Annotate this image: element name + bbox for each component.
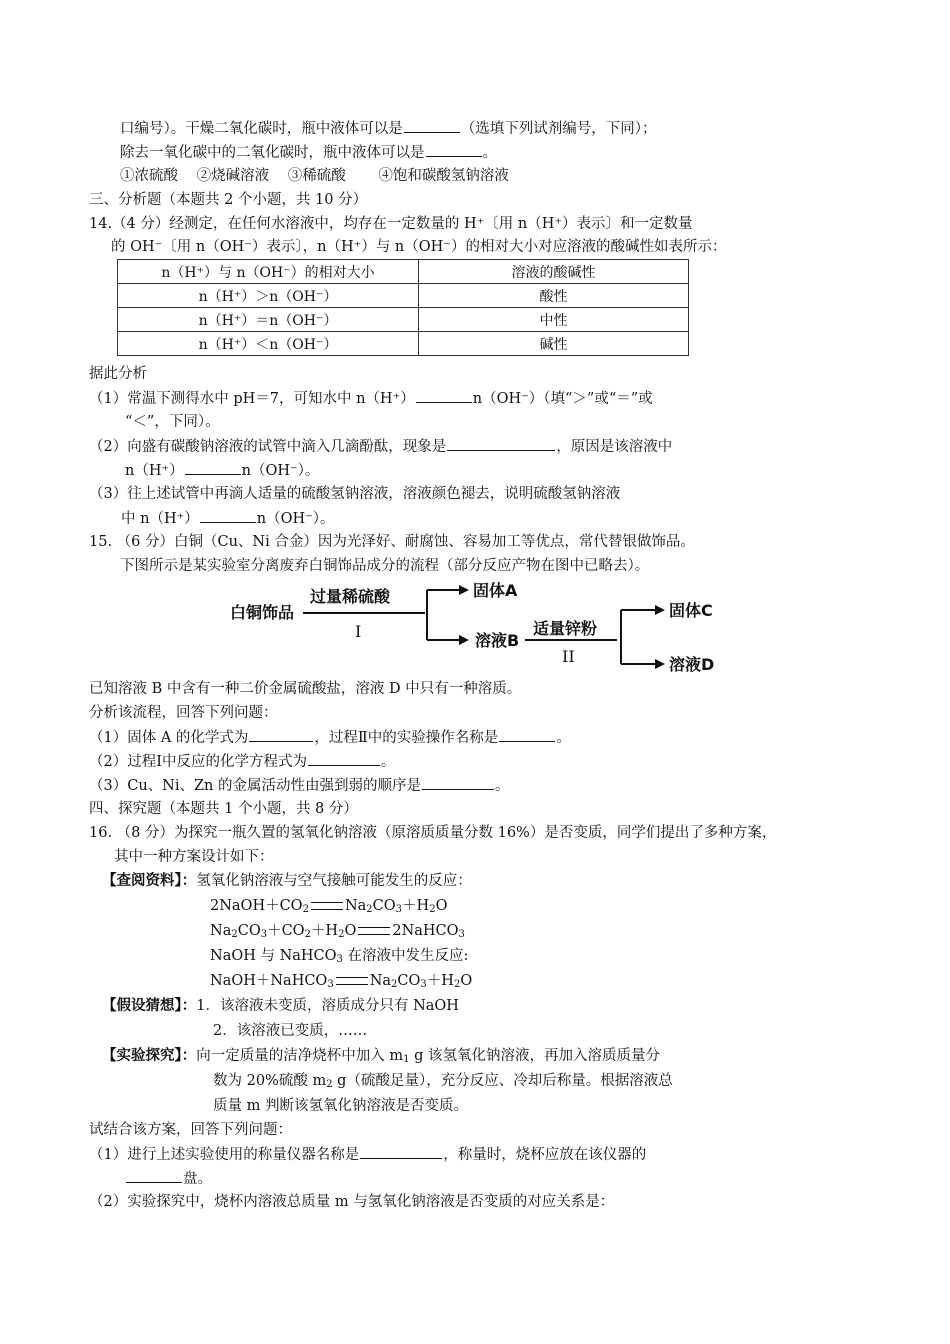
eq-sub: 3 [327,979,334,990]
acid-base-table [117,259,689,356]
text: （3）Cu、Ni、Zn 的金属活动性由强到弱的顺序是 [89,778,422,794]
equals-sign [336,977,368,985]
flow-step2-reagent: 适量锌粉 [533,619,598,638]
q14-stem-line2: 的 OH⁻〔用 n（OH⁻）表示〕，n（H⁺）与 n（OH⁻）的相对大小对应溶液的酸碱性如表所示： [111,239,727,255]
eq-sub: 3 [458,929,465,940]
text: 在溶液中发生反应: [342,948,469,964]
text: g（硫酸足量），充分反应、冷却后称量。根据溶液总 [332,1073,673,1089]
equation-3 [210,971,472,991]
eq-term: 2NaOH＋CO [210,898,303,914]
q14-part2-cont [125,460,319,481]
prev-question-line1 [120,118,657,139]
q15-stem-line1: 15. （6 分）白铜（Cu、Ni 合金）因为光泽好、耐腐蚀、容易加工等优点，常代替银做饰品。 [89,534,695,550]
equals-sign [358,927,390,935]
table-row [118,332,689,356]
text: n（OH⁻）。 [241,463,320,479]
text: n（OH⁻）（填“＞”或“＝”或 [472,391,653,407]
q16-experiment-3: 质量 m 判断该氢氧化钠溶液是否变质。 [213,1098,468,1114]
q14-part1-cont: “＜”，下同）。 [125,414,220,430]
table-header: n（H⁺）与 n（OH⁻）的相对大小 [118,260,419,284]
table-cell: n（H⁺）＝n（OH⁻） [118,308,419,332]
answer-blank[interactable] [185,460,241,475]
table-cell: n（H⁺）＜n（OH⁻） [118,332,419,356]
q16-stem-line2: 其中一种方案设计如下： [114,849,274,865]
eq-sub: 2 [304,929,311,940]
flow-step1-reagent: 过量稀硫酸 [310,587,391,606]
table-cell: n（H⁺）＞n（OH⁻） [118,284,419,308]
text: ，称量时，烧杯应放在该仪器的 [443,1147,647,1163]
q16-part2: （2）实验探究中，烧杯内溶液总质量 m 与氢氧化钠溶液是否变质的对应关系是： [89,1194,615,1210]
eq-sub: 2 [302,904,309,915]
section-heading-3: 三、分析题（本题共 2 个小题，共 10 分） [89,192,368,208]
eq-term: 2NaHCO [392,923,459,939]
answer-blank[interactable] [404,118,460,133]
text: 向一定质量的洁净烧杯中加入 m [196,1048,404,1064]
text: g 该氢氧化钠溶液，再加入溶质质量分 [409,1048,660,1064]
table-header: 溶液的酸碱性 [419,260,689,284]
q16-part1-cont [125,1168,212,1189]
eq-sub: 3 [395,904,403,915]
q14-intro: 据此分析 [89,366,147,382]
q15-stem-line2: 下图所示是某实验室分离废弃白铜饰品成分的流程（部分反应产物在图中已略去）。 [120,558,650,574]
eq-sub: 2 [326,1079,333,1090]
section-heading-4: 四、探究题（本题共 1 个小题，共 8 分） [89,801,358,817]
flow-step1-number: I [355,622,362,641]
table-row [118,284,689,308]
prev-question-line2 [120,142,497,163]
table-cell: 中性 [419,308,689,332]
q16-hypothesis [102,996,459,1016]
text: 1．该溶液未变质，溶质成分只有 NaOH [196,998,459,1014]
q16-part1 [89,1144,646,1165]
eq-sub: 2 [429,904,436,915]
arrowhead [459,635,469,645]
text: 。 [556,730,571,746]
q16-stem-line1: 16. （8 分）为探究一瓶久置的氢氧化钠溶液（原溶质质量分数 16%）是否变质，同学们提出了多种方案， [89,825,777,841]
text: （2）过程Ⅰ中反应的化学方程式为 [89,754,307,770]
eq-term: CO [397,973,421,989]
eq-term: Na [210,923,232,939]
arrowhead [655,659,665,669]
table-cell: 碱性 [419,332,689,356]
text: ，过程Ⅱ中的实验操作名称是 [314,730,499,746]
flow-solution-d: 溶液D [669,655,715,674]
text: 数为 20%硫酸 m [213,1073,327,1089]
eq-term: NaOH＋NaHCO [210,973,328,989]
eq-term: Na [369,973,392,989]
q16-experiment [102,1046,660,1066]
text: 盘。 [183,1171,212,1187]
q16-experiment-2 [213,1071,673,1091]
eq-term: ＋H [426,973,454,989]
eq-term: ＋H [310,923,339,939]
q16-info [102,871,472,891]
eq-sub: 3 [336,954,343,965]
eq-term: O [435,898,448,914]
eq-term: CO [372,898,396,914]
arrowhead [655,605,665,615]
text: （2）向盛有碳酸钠溶液的试管中滴入几滴酚酞，现象是 [89,439,447,455]
eq-sub: 2 [391,979,398,990]
eq-sub: 3 [420,979,427,990]
option: ③稀硫酸 [287,168,346,184]
text: （1）进行上述实验使用的称量仪器名称是 [89,1147,360,1163]
text: （1）常温下测得水中 pH＝7，可知水中 n（H⁺） [89,391,415,407]
flow-start-label: 白铜饰品 [230,603,295,622]
answer-blank[interactable] [447,436,555,451]
eq-term: ＋H [402,898,430,914]
table-row [118,308,689,332]
option: ②烧碱溶液 [196,168,270,184]
equation-1 [210,896,447,916]
reaction-note [210,946,468,966]
flow-solution-b: 溶液B [475,631,520,650]
reagent-options [120,166,509,186]
answer-blank[interactable] [308,751,380,766]
eq-term: O [460,973,473,989]
text: 氢氧化钠溶液与空气接触可能发生的反应： [196,873,472,889]
equation-2 [210,921,465,941]
option: ④饱和碳酸氢钠溶液 [378,168,509,184]
q14-stem-line1: 14.（4 分）经测定，在任何水溶液中，均存在一定数量的 H⁺〔用 n（H⁺）表示〕和一定数量 [89,216,693,232]
flow-solid-a: 固体A [473,581,518,600]
answer-blank[interactable] [426,142,482,157]
q15-part2 [89,751,395,772]
eq-sub: 1 [403,1054,410,1065]
arrowhead [459,585,469,595]
table-cell: 酸性 [419,284,689,308]
answer-blank[interactable] [126,1168,182,1183]
text: （1）固体 A 的化学式为 [89,730,249,746]
flow-step2-number: II [562,647,575,666]
answer-blank[interactable] [499,727,555,742]
eq-sub: 2 [338,929,345,940]
q14-part3: （3）往上述试管中再滴人适量的硫酸氢钠溶液，溶液颜色褪去，说明硫酸氢钠溶液 [89,486,621,502]
eq-term: Na [344,898,367,914]
q14-part1 [89,388,653,409]
eq-sub: 3 [260,929,268,940]
answer-blank[interactable] [422,775,494,790]
answer-blank[interactable] [249,727,313,742]
q14-part3-cont [121,508,335,529]
exp-label: 【实验探究】： [102,1047,197,1064]
q16-hypothesis-2: 2．该溶液已变质，…… [213,1023,368,1039]
eq-sub: 2 [366,904,373,915]
option: ①浓硫酸 [120,168,178,184]
text: 。 [380,754,396,770]
text: 口编号）。干燥二氧化碳时，瓶中液体可以是 [120,121,403,137]
eq-term: ＋CO [267,923,305,939]
table-header-row [118,260,689,284]
text: n（OH⁻）。 [256,511,335,527]
q15-part3 [89,775,510,796]
eq-term: O [344,923,357,939]
q15-part1 [89,727,571,748]
q15-analyze: 分析该流程，回答下列问题： [89,705,278,721]
flow-solid-c: 固体C [669,601,713,620]
equals-sign [311,902,343,910]
text: 除去一氧化碳中的二氧化碳时，瓶中液体可以是 [120,145,425,161]
text: 。 [495,778,510,794]
answer-blank[interactable] [416,388,472,403]
text: （选填下列试剂编号，下同）； [460,121,657,137]
text: n（H⁺） [125,463,184,479]
separation-flowchart [225,580,745,682]
hyp-label: 【假设猜想】： [102,997,197,1014]
q16-combine: 试结合该方案，回答下列问题： [89,1122,292,1138]
eq-term: CO [237,923,261,939]
text: 中 n（H⁺） [121,511,199,527]
text: 。 [482,145,497,161]
text: ，原因是该溶液中 [556,439,673,455]
q14-part2 [89,436,672,457]
answer-blank[interactable] [360,1144,442,1159]
text: NaOH 与 NaHCO [210,948,337,964]
q15-known: 已知溶液 B 中含有一种二价金属硫酸盐，溶液 D 中只有一种溶质。 [89,681,522,697]
eq-sub: 2 [231,929,238,940]
eq-sub: 2 [453,979,461,990]
info-label: 【查阅资料】： [102,872,197,889]
answer-blank[interactable] [200,508,256,523]
